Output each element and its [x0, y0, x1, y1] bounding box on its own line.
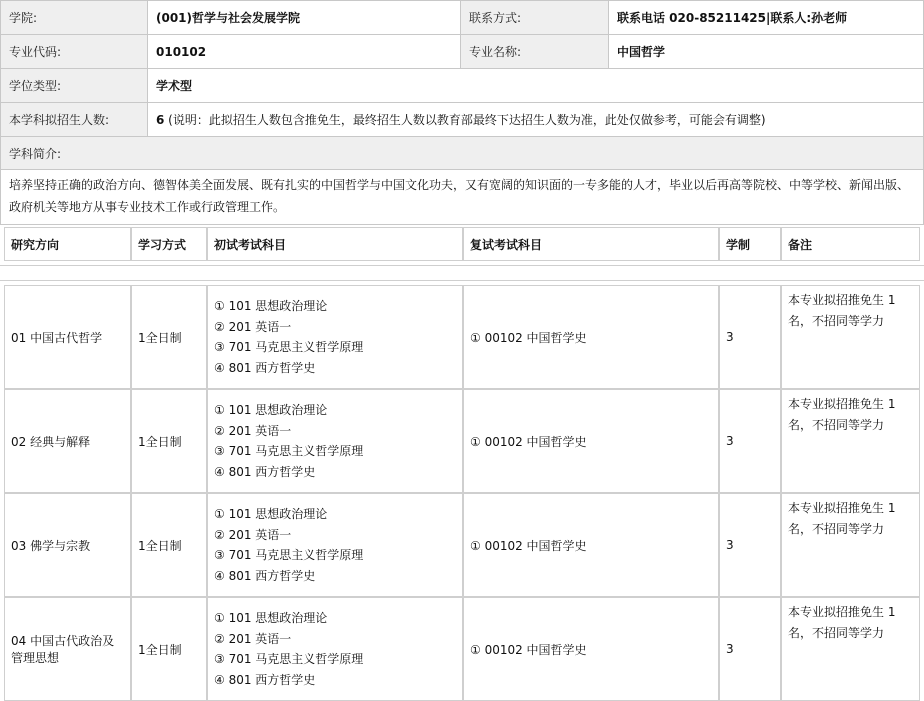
retest-cell: ① 00102 中国哲学史 [463, 597, 719, 701]
mode-cell: 1全日制 [131, 597, 207, 701]
remark-cell: 本专业拟招推免生 1 名，不招同等学力 [781, 285, 920, 389]
exam-subject: ③ 701 马克思主义哲学原理 [214, 652, 364, 666]
table-row [4, 597, 920, 701]
program-info-table [0, 0, 924, 225]
exam-subject: ④ 801 西方哲学史 [214, 360, 316, 375]
major-code-value: 010102 [148, 35, 461, 69]
col-direction: 研究方向 [4, 227, 131, 261]
exam-subject: ④ 801 西方哲学史 [214, 672, 316, 687]
exam-subject: ② 201 英语一 [214, 423, 292, 438]
header-row [4, 227, 920, 261]
retest-cell: ① 00102 中国哲学史 [463, 493, 719, 597]
info-row-major [0, 35, 924, 69]
exam-cell [207, 389, 463, 493]
table-row [4, 389, 920, 493]
info-row-quota [0, 103, 924, 137]
remark-cell: 本专业拟招推免生 1 名，不招同等学力 [781, 389, 920, 493]
exam-subject: ① 101 思想政治理论 [214, 299, 328, 313]
quota-label: 本学科拟招生人数: [0, 103, 148, 137]
col-retest: 复试考试科目 [463, 227, 719, 261]
directions-table [4, 285, 920, 701]
intro-label: 学科简介: [0, 137, 924, 170]
exam-subject: ① 101 思想政治理论 [214, 507, 328, 521]
exam-subject: ① 101 思想政治理论 [214, 611, 328, 625]
info-row-degree [0, 69, 924, 103]
col-years: 学制 [719, 227, 781, 261]
years-cell: 3 [719, 285, 781, 389]
exam-subject: ② 201 英语一 [214, 527, 292, 542]
quota-cell [148, 103, 924, 137]
col-exam: 初试考试科目 [207, 227, 463, 261]
table-row [4, 493, 920, 597]
exam-subject: ② 201 英语一 [214, 319, 292, 334]
retest-cell: ① 00102 中国哲学史 [463, 389, 719, 493]
years-cell: 3 [719, 389, 781, 493]
col-remark: 备注 [781, 227, 920, 261]
contact-label: 联系方式: [461, 1, 609, 35]
mode-cell: 1全日制 [131, 493, 207, 597]
college-label: 学院: [0, 1, 148, 35]
directions-body [4, 285, 920, 701]
years-cell: 3 [719, 597, 781, 701]
intro-text: 培养坚持正确的政治方向、德智体美全面发展、既有扎实的中国哲学与中国文化功夫，又有宽阔的知识面的一专多能的人才，毕业以后再高等院校、中等学校、新闻出版、政府机关等地方从事专业技术工作或行政管理工作。 [0, 170, 924, 225]
direction-cell: 04 中国古代政治及管理思想 [4, 597, 131, 701]
info-row-college [0, 1, 924, 35]
info-row-intro [0, 170, 924, 225]
exam-cell [207, 597, 463, 701]
mode-cell: 1全日制 [131, 389, 207, 493]
quota-note: (说明：此拟招生人数包含推免生，最终招生人数以教育部最终下达招生人数为准，此处仅做参考，可能会有调整) [164, 113, 766, 127]
info-row-intro-label [0, 137, 924, 170]
exam-subject: ① 101 思想政治理论 [214, 403, 328, 417]
exam-cell [207, 493, 463, 597]
quota-value: 6 [156, 113, 165, 127]
college-value: (001)哲学与社会发展学院 [148, 1, 461, 35]
remark-cell: 本专业拟招推免生 1 名，不招同等学力 [781, 597, 920, 701]
direction-cell: 02 经典与解释 [4, 389, 131, 493]
table-separator [0, 265, 924, 281]
exam-subject: ② 201 英语一 [214, 631, 292, 646]
retest-cell: ① 00102 中国哲学史 [463, 285, 719, 389]
mode-cell: 1全日制 [131, 285, 207, 389]
contact-value: 联系电话 020-85211425|联系人:孙老师 [609, 1, 924, 35]
exam-subject: ④ 801 西方哲学史 [214, 568, 316, 583]
table-row [4, 285, 920, 389]
major-code-label: 专业代码: [0, 35, 148, 69]
direction-cell: 01 中国古代哲学 [4, 285, 131, 389]
degree-label: 学位类型: [0, 69, 148, 103]
years-cell: 3 [719, 493, 781, 597]
major-name-value: 中国哲学 [609, 35, 924, 69]
directions-header [4, 227, 920, 261]
exam-cell [207, 285, 463, 389]
direction-cell: 03 佛学与宗教 [4, 493, 131, 597]
exam-subject: ③ 701 马克思主义哲学原理 [214, 444, 364, 458]
exam-subject: ③ 701 马克思主义哲学原理 [214, 340, 364, 354]
major-name-label: 专业名称: [461, 35, 609, 69]
exam-subject: ④ 801 西方哲学史 [214, 464, 316, 479]
remark-cell: 本专业拟招推免生 1 名，不招同等学力 [781, 493, 920, 597]
degree-value: 学术型 [148, 69, 924, 103]
col-mode: 学习方式 [131, 227, 207, 261]
exam-subject: ③ 701 马克思主义哲学原理 [214, 548, 364, 562]
